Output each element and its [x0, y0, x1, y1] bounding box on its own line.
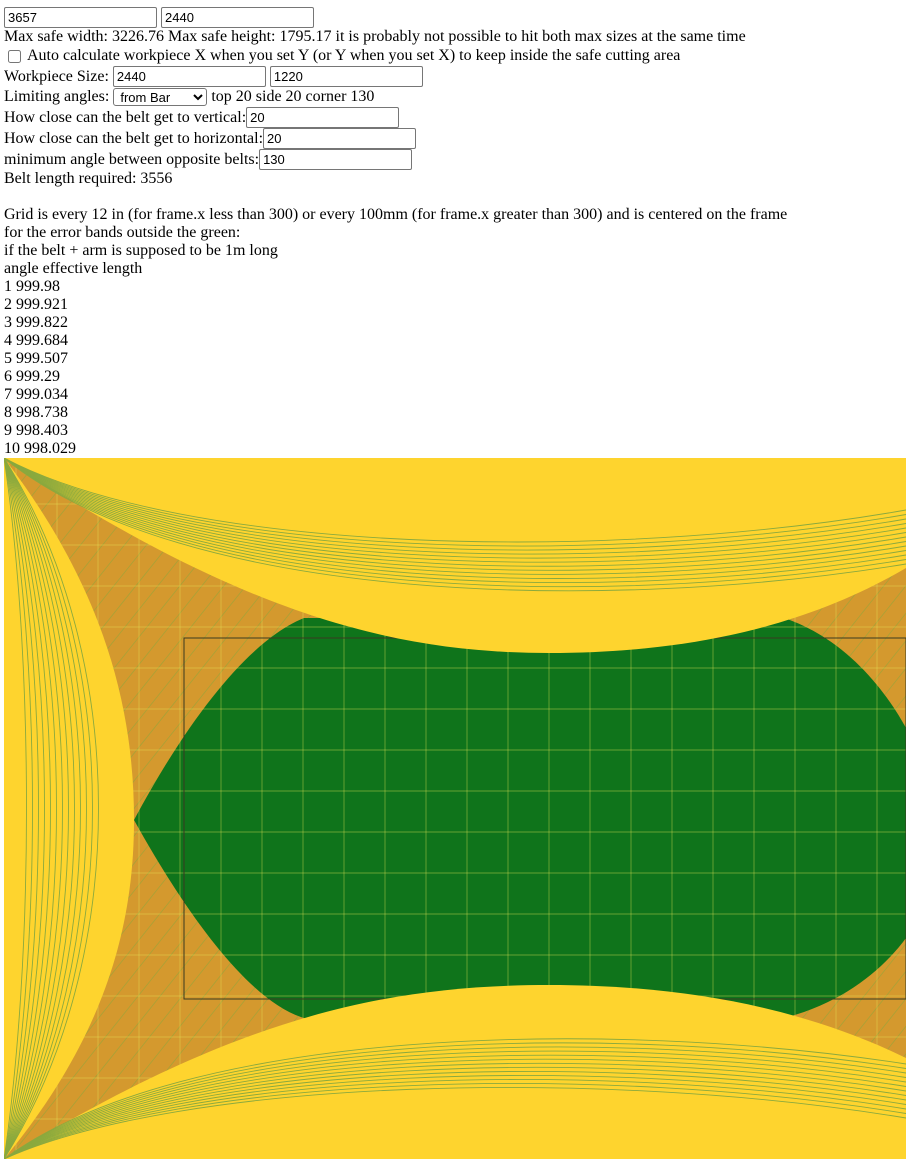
- safe-size-info: Max safe width: 3226.76 Max safe height: 1795.17 it is probably not possible to hit both max sizes at the same time: [4, 28, 746, 45]
- horizontal-label: How close can the belt get to horizontal:: [4, 129, 264, 147]
- table-header: angle effective length: [4, 260, 143, 277]
- auto-calc-checkbox[interactable]: [8, 50, 21, 63]
- table-row: 2 999.921: [4, 296, 68, 313]
- horizontal-row: [4, 128, 911, 149]
- table-row: 7 999.034: [4, 386, 68, 403]
- belt-length: Belt length required: 3556: [4, 170, 173, 187]
- table-row: 3 999.822: [4, 314, 68, 331]
- cutting-area-plot: [4, 458, 906, 1159]
- table-row: 10 998.029: [4, 440, 76, 457]
- cutting-area-canvas: [4, 458, 906, 1159]
- table-row: 9 998.403: [4, 422, 68, 439]
- opposite-row: [4, 149, 911, 170]
- table-row: 6 999.29: [4, 368, 60, 385]
- vertical-label: How close can the belt get to vertical:: [4, 108, 247, 126]
- table-row: 4 999.684: [4, 332, 68, 349]
- controls: [0, 0, 911, 458]
- opposite-label: minimum angle between opposite belts:: [4, 150, 260, 168]
- limiting-summary: top 20 side 20 corner 130: [211, 88, 375, 105]
- limiting-label: Limiting angles:: [4, 88, 110, 105]
- table-row: 5 999.507: [4, 350, 68, 367]
- limiting-row: [4, 87, 911, 107]
- error-note-2: if the belt + arm is supposed to be 1m long: [4, 242, 278, 259]
- horizontal-input[interactable]: [263, 128, 416, 149]
- table-row: 1 999.98: [4, 278, 60, 295]
- workpiece-row: [4, 66, 911, 87]
- workpiece-x-input[interactable]: [113, 66, 266, 87]
- frame-x-input[interactable]: [4, 7, 157, 28]
- workpiece-label: Workpiece Size:: [4, 67, 109, 85]
- auto-calc-row: [4, 46, 911, 66]
- grid-note: Grid is every 12 in (for frame.x less than 300) or every 100mm (for frame.x greater than 300) and is centered on the frame: [4, 206, 788, 223]
- workpiece-y-input[interactable]: [270, 66, 423, 87]
- frame-y-input[interactable]: [161, 7, 314, 28]
- opposite-input[interactable]: [259, 149, 412, 170]
- vertical-row: [4, 107, 911, 128]
- table-row: 8 998.738: [4, 404, 68, 421]
- error-note-1: for the error bands outside the green:: [4, 224, 241, 241]
- safe-cutting-area: [134, 618, 906, 1018]
- vertical-input[interactable]: [246, 107, 399, 128]
- auto-calc-label: Auto calculate workpiece X when you set Y (or Y when you set X) to keep inside the safe cutting area: [27, 47, 681, 64]
- limiting-select[interactable]: [113, 88, 207, 106]
- frame-size-row: [4, 7, 911, 28]
